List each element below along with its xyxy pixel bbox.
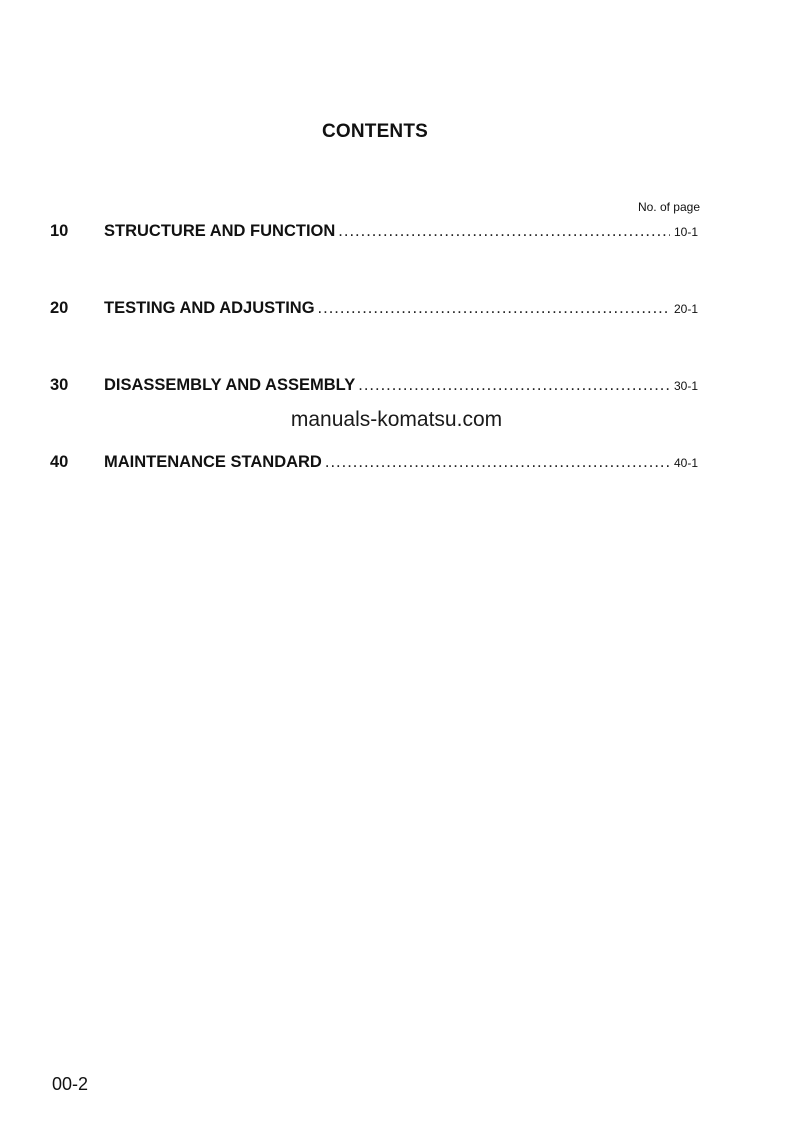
page-title: CONTENTS [321, 121, 429, 142]
dot-leader [338, 222, 670, 241]
toc-entry-page: 10-1 [673, 225, 698, 239]
toc-entry-40[interactable] [50, 453, 698, 475]
toc-entry-number: 30 [50, 376, 69, 394]
dot-leader [358, 376, 670, 395]
dot-leader [325, 453, 670, 472]
toc-entry-number: 40 [50, 453, 69, 471]
toc-entry-page: 20-1 [673, 302, 698, 316]
toc-entry-title: STRUCTURE AND FUNCTION [104, 222, 336, 240]
toc-entry-number: 10 [50, 222, 69, 240]
toc-entry-title: TESTING AND ADJUSTING [104, 299, 315, 317]
toc-entry-30[interactable] [50, 376, 698, 398]
dot-leader [318, 299, 670, 318]
toc-entry-number: 20 [50, 299, 69, 317]
toc-entry-page: 30-1 [673, 379, 698, 393]
footer-page-number: 00-2 [52, 1074, 89, 1094]
toc-entry-title: DISASSEMBLY AND ASSEMBLY [104, 376, 356, 394]
toc-entry-page: 40-1 [673, 456, 698, 470]
toc-entry-20[interactable] [50, 299, 698, 321]
toc-entry-10[interactable] [50, 222, 698, 244]
watermark-text: manuals-komatsu.com [290, 408, 503, 431]
toc-entry-title: MAINTENANCE STANDARD [104, 453, 322, 471]
page-column-header: No. of page [637, 200, 700, 214]
